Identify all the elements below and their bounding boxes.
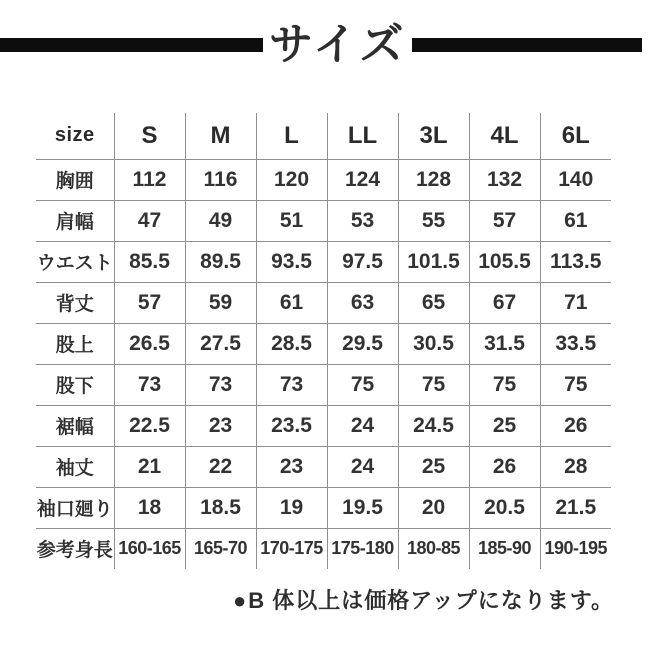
row-label: 参考身長: [36, 528, 114, 569]
table-header-row: [36, 113, 611, 159]
table-row: [36, 282, 611, 323]
table-cell: 57: [469, 200, 540, 241]
table-cell: 67: [469, 282, 540, 323]
size-column-header: 3L: [398, 113, 469, 159]
table-cell: 23.5: [256, 405, 327, 446]
table-row: [36, 446, 611, 487]
table-cell: 28: [540, 446, 611, 487]
size-column-header: L: [256, 113, 327, 159]
page-title: サイズ: [269, 20, 407, 69]
size-column-header: M: [185, 113, 256, 159]
table-cell: 71: [540, 282, 611, 323]
table-cell: 75: [327, 364, 398, 405]
row-label: 背丈: [36, 282, 114, 323]
table-cell: 190-195: [544, 538, 608, 559]
size-label-header: size: [36, 113, 114, 159]
row-label: 裾幅: [36, 405, 114, 446]
table-row: [36, 241, 611, 282]
table-row: [36, 200, 611, 241]
row-label: 袖丈: [36, 446, 114, 487]
table-cell: 120: [256, 159, 327, 200]
table-row: [36, 405, 611, 446]
table-cell: 61: [540, 200, 611, 241]
table-cell: 20: [398, 487, 469, 528]
table-cell: 29.5: [327, 323, 398, 364]
table-cell: 57: [114, 282, 185, 323]
table-cell: 23: [256, 446, 327, 487]
table-cell: 73: [256, 364, 327, 405]
table-cell: 26.5: [114, 323, 185, 364]
table-cell: 24: [327, 446, 398, 487]
row-label: 肩幅: [36, 200, 114, 241]
table-cell: 26: [469, 446, 540, 487]
table-cell: 25: [398, 446, 469, 487]
table-cell: 112: [114, 159, 185, 200]
table-cell: 51: [256, 200, 327, 241]
table-cell: 73: [185, 364, 256, 405]
table-cell: 47: [114, 200, 185, 241]
table-cell: 170-175: [256, 528, 327, 569]
table-cell: 27.5: [185, 323, 256, 364]
table-cell: 19: [256, 487, 327, 528]
table-cell: 160-165: [114, 528, 185, 569]
table-cell: 180-85: [398, 528, 469, 569]
size-column-header: 4L: [469, 113, 540, 159]
table-cell: 128: [398, 159, 469, 200]
table-cell: 59: [185, 282, 256, 323]
table-cell: 113.5: [540, 241, 611, 282]
table-cell: 30.5: [398, 323, 469, 364]
table-cell: 85.5: [114, 241, 185, 282]
table-row: [36, 528, 611, 569]
table-cell: 20.5: [469, 487, 540, 528]
size-column-header: S: [114, 113, 185, 159]
size-column-header: LL: [327, 113, 398, 159]
table-cell: 185-90: [469, 528, 540, 569]
table-row: [36, 323, 611, 364]
table-cell: 89.5: [185, 241, 256, 282]
table-cell: 124: [327, 159, 398, 200]
table-cell: 31.5: [469, 323, 540, 364]
table-cell: 93.5: [256, 241, 327, 282]
table-cell: 55: [398, 200, 469, 241]
title-bar-left: [0, 38, 263, 52]
table-cell: 65: [398, 282, 469, 323]
table-cell: 132: [469, 159, 540, 200]
title-row: [0, 14, 642, 76]
title-bar-right: [412, 38, 642, 52]
table-cell: 18: [114, 487, 185, 528]
table-cell: 61: [256, 282, 327, 323]
table-cell: 19.5: [327, 487, 398, 528]
table-cell: 140: [540, 159, 611, 200]
table-cell: 165-70: [185, 528, 256, 569]
table-cell: 49: [185, 200, 256, 241]
row-label: 股上: [36, 323, 114, 364]
bullet-icon: ●: [233, 588, 248, 613]
table-cell: 33.5: [540, 323, 611, 364]
table-row: [36, 159, 611, 200]
table-cell: 75: [398, 364, 469, 405]
row-label: ウエスト: [36, 241, 114, 282]
table-cell: 75: [469, 364, 540, 405]
price-note: [233, 584, 614, 615]
table-cell: 75: [540, 364, 611, 405]
table-cell: 21.5: [540, 487, 611, 528]
row-label: 胸囲: [36, 159, 114, 200]
table-cell: 73: [114, 364, 185, 405]
table-cell: 22: [185, 446, 256, 487]
table-cell: 116: [185, 159, 256, 200]
table-cell: 28.5: [256, 323, 327, 364]
size-table: [36, 113, 611, 569]
table-cell: 26: [540, 405, 611, 446]
table-cell: 22.5: [114, 405, 185, 446]
table-cell: 23: [185, 405, 256, 446]
table-cell: 18.5: [185, 487, 256, 528]
price-note-text: B 体以上は価格アップになります。: [248, 588, 614, 613]
table-cell: 101.5: [398, 241, 469, 282]
table-cell: 24: [327, 405, 398, 446]
table-cell: 21: [114, 446, 185, 487]
table-cell: 53: [327, 200, 398, 241]
table-cell: 105.5: [469, 241, 540, 282]
table-cell: 63: [327, 282, 398, 323]
table-row: [36, 364, 611, 405]
table-cell: 175-180: [327, 528, 398, 569]
row-label: 袖口廻り: [36, 487, 114, 528]
table-row: [36, 487, 611, 528]
table-cell: 97.5: [327, 241, 398, 282]
table-cell: 24.5: [398, 405, 469, 446]
row-label: 股下: [36, 364, 114, 405]
table-cell: 25: [469, 405, 540, 446]
size-column-header: 6L: [540, 113, 611, 159]
